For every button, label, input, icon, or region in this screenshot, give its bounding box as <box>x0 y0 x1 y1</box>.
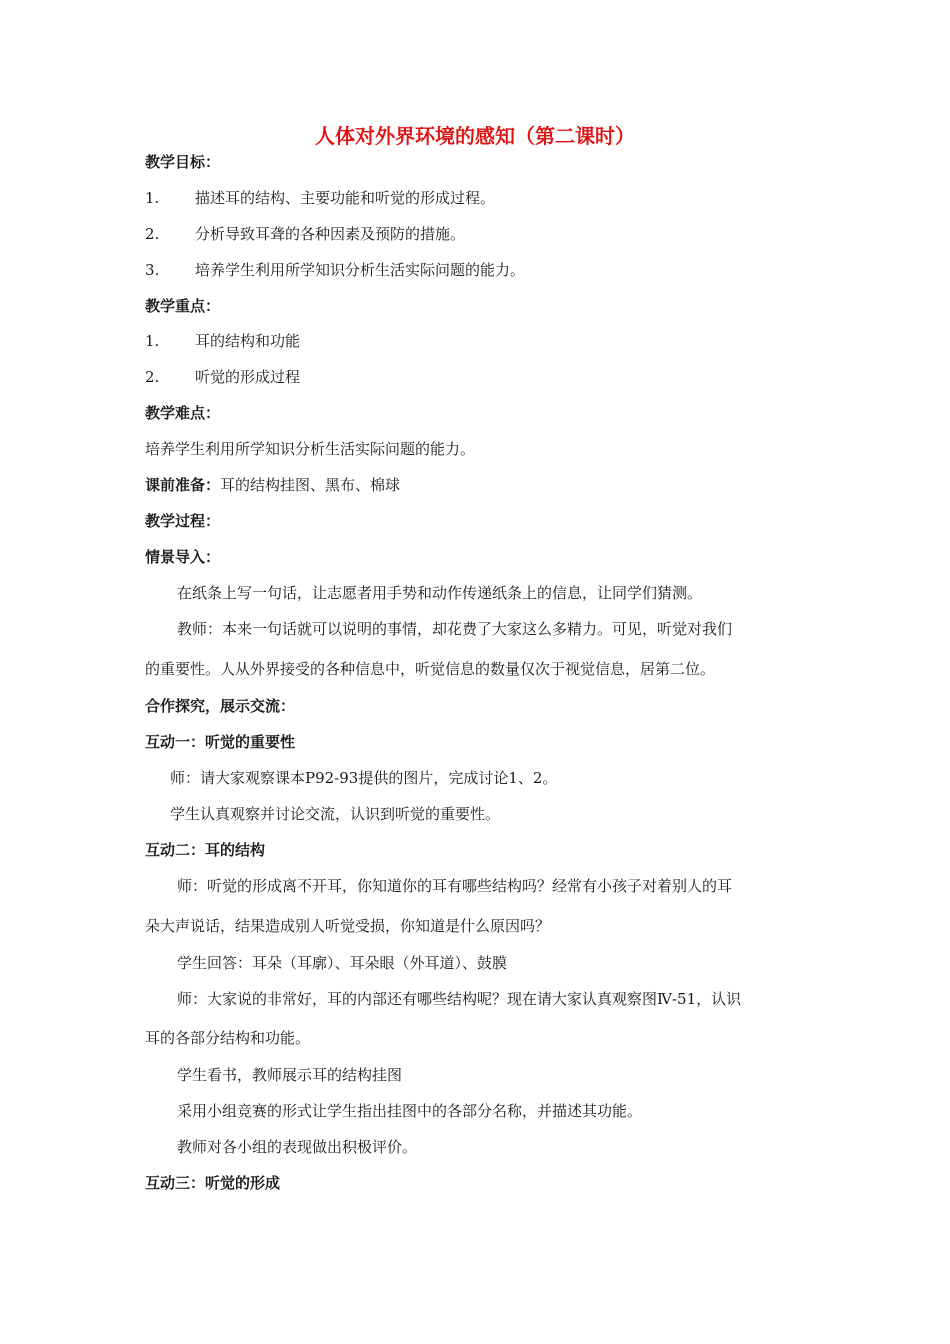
interaction-2-paragraph-3-line-2: 耳的各部分结构和功能。 <box>145 1029 311 1047</box>
objectives-heading: 教学目标： <box>145 153 221 171</box>
intro-paragraph-2-line-1: 教师：本来一句话就可以说明的事情，却花费了大家这么多精力。可见，听觉对我们 <box>177 620 733 638</box>
cooperation-heading: 合作探究，展示交流： <box>145 697 296 715</box>
objective-text-3: 培养学生利用所学知识分析生活实际问题的能力。 <box>195 261 526 279</box>
intro-paragraph-2-line-2: 的重要性。人从外界接受的各种信息中，听觉信息的数量仅次于视觉信息，居第二位。 <box>145 660 716 678</box>
key-point-text-2: 听觉的形成过程 <box>195 368 301 386</box>
difficulty-text: 培养学生利用所学知识分析生活实际问题的能力。 <box>145 440 476 458</box>
difficulty-heading: 教学难点： <box>145 404 221 422</box>
interaction-2-paragraph-4: 学生看书，教师展示耳的结构挂图 <box>177 1066 403 1084</box>
process-heading: 教学过程： <box>145 512 221 530</box>
objective-text-2: 分析导致耳聋的各种因素及预防的措施。 <box>195 225 466 243</box>
interaction-2-paragraph-3-line-1: 师：大家说的非常好，耳的内部还有哪些结构呢？现在请大家认真观察图Ⅳ-51，认识 <box>177 990 742 1008</box>
preparation-label: 课前准备： <box>145 476 221 494</box>
interaction-2-paragraph-1-line-2: 朵大声说话，结果造成别人听觉受损，你知道是什么原因吗？ <box>145 917 551 935</box>
interaction-1-paragraph-1: 师：请大家观察课本P92-93提供的图片，完成讨论1、2。 <box>170 769 558 787</box>
intro-heading: 情景导入： <box>145 548 221 566</box>
intro-paragraph-1: 在纸条上写一句话，让志愿者用手势和动作传递纸条上的信息，让同学们猜测。 <box>177 584 703 602</box>
objective-item-3 <box>145 259 525 281</box>
objective-num-2: 2. <box>145 225 160 243</box>
preparation-line <box>145 474 400 496</box>
interaction-2-paragraph-1-line-1: 师：听觉的形成离不开耳，你知道你的耳有哪些结构吗？经常有小孩子对着别人的耳 <box>177 877 733 895</box>
key-point-item-1 <box>145 330 300 352</box>
interaction-2-paragraph-5: 采用小组竞赛的形式让学生指出挂图中的各部分名称，并描述其功能。 <box>177 1102 643 1120</box>
objective-item-2 <box>145 223 465 245</box>
objective-item-1 <box>145 187 495 209</box>
interaction-2-paragraph-2: 学生回答：耳朵（耳廓）、耳朵眼（外耳道）、鼓膜 <box>177 954 508 972</box>
objective-num-3: 3. <box>145 261 160 279</box>
key-point-item-2 <box>145 366 300 388</box>
interaction-2-heading: 互动二：耳的结构 <box>145 841 266 859</box>
preparation-text: 耳的结构挂图、黑布、棉球 <box>220 476 401 494</box>
key-point-text-1: 耳的结构和功能 <box>195 332 301 350</box>
interaction-1-paragraph-2: 学生认真观察并讨论交流，认识到听觉的重要性。 <box>170 805 501 823</box>
objective-num-1: 1. <box>145 189 160 207</box>
key-points-heading: 教学重点： <box>145 297 221 315</box>
interaction-2-paragraph-6: 教师对各小组的表现做出积极评价。 <box>177 1138 418 1156</box>
interaction-1-heading: 互动一：听觉的重要性 <box>145 733 296 751</box>
interaction-3-heading: 互动三：听觉的形成 <box>145 1174 281 1192</box>
key-point-num-1: 1. <box>145 332 160 350</box>
document-title: 人体对外界环境的感知（第二课时） <box>315 124 635 148</box>
key-point-num-2: 2. <box>145 368 160 386</box>
objective-text-1: 描述耳的结构、主要功能和听觉的形成过程。 <box>195 189 496 207</box>
